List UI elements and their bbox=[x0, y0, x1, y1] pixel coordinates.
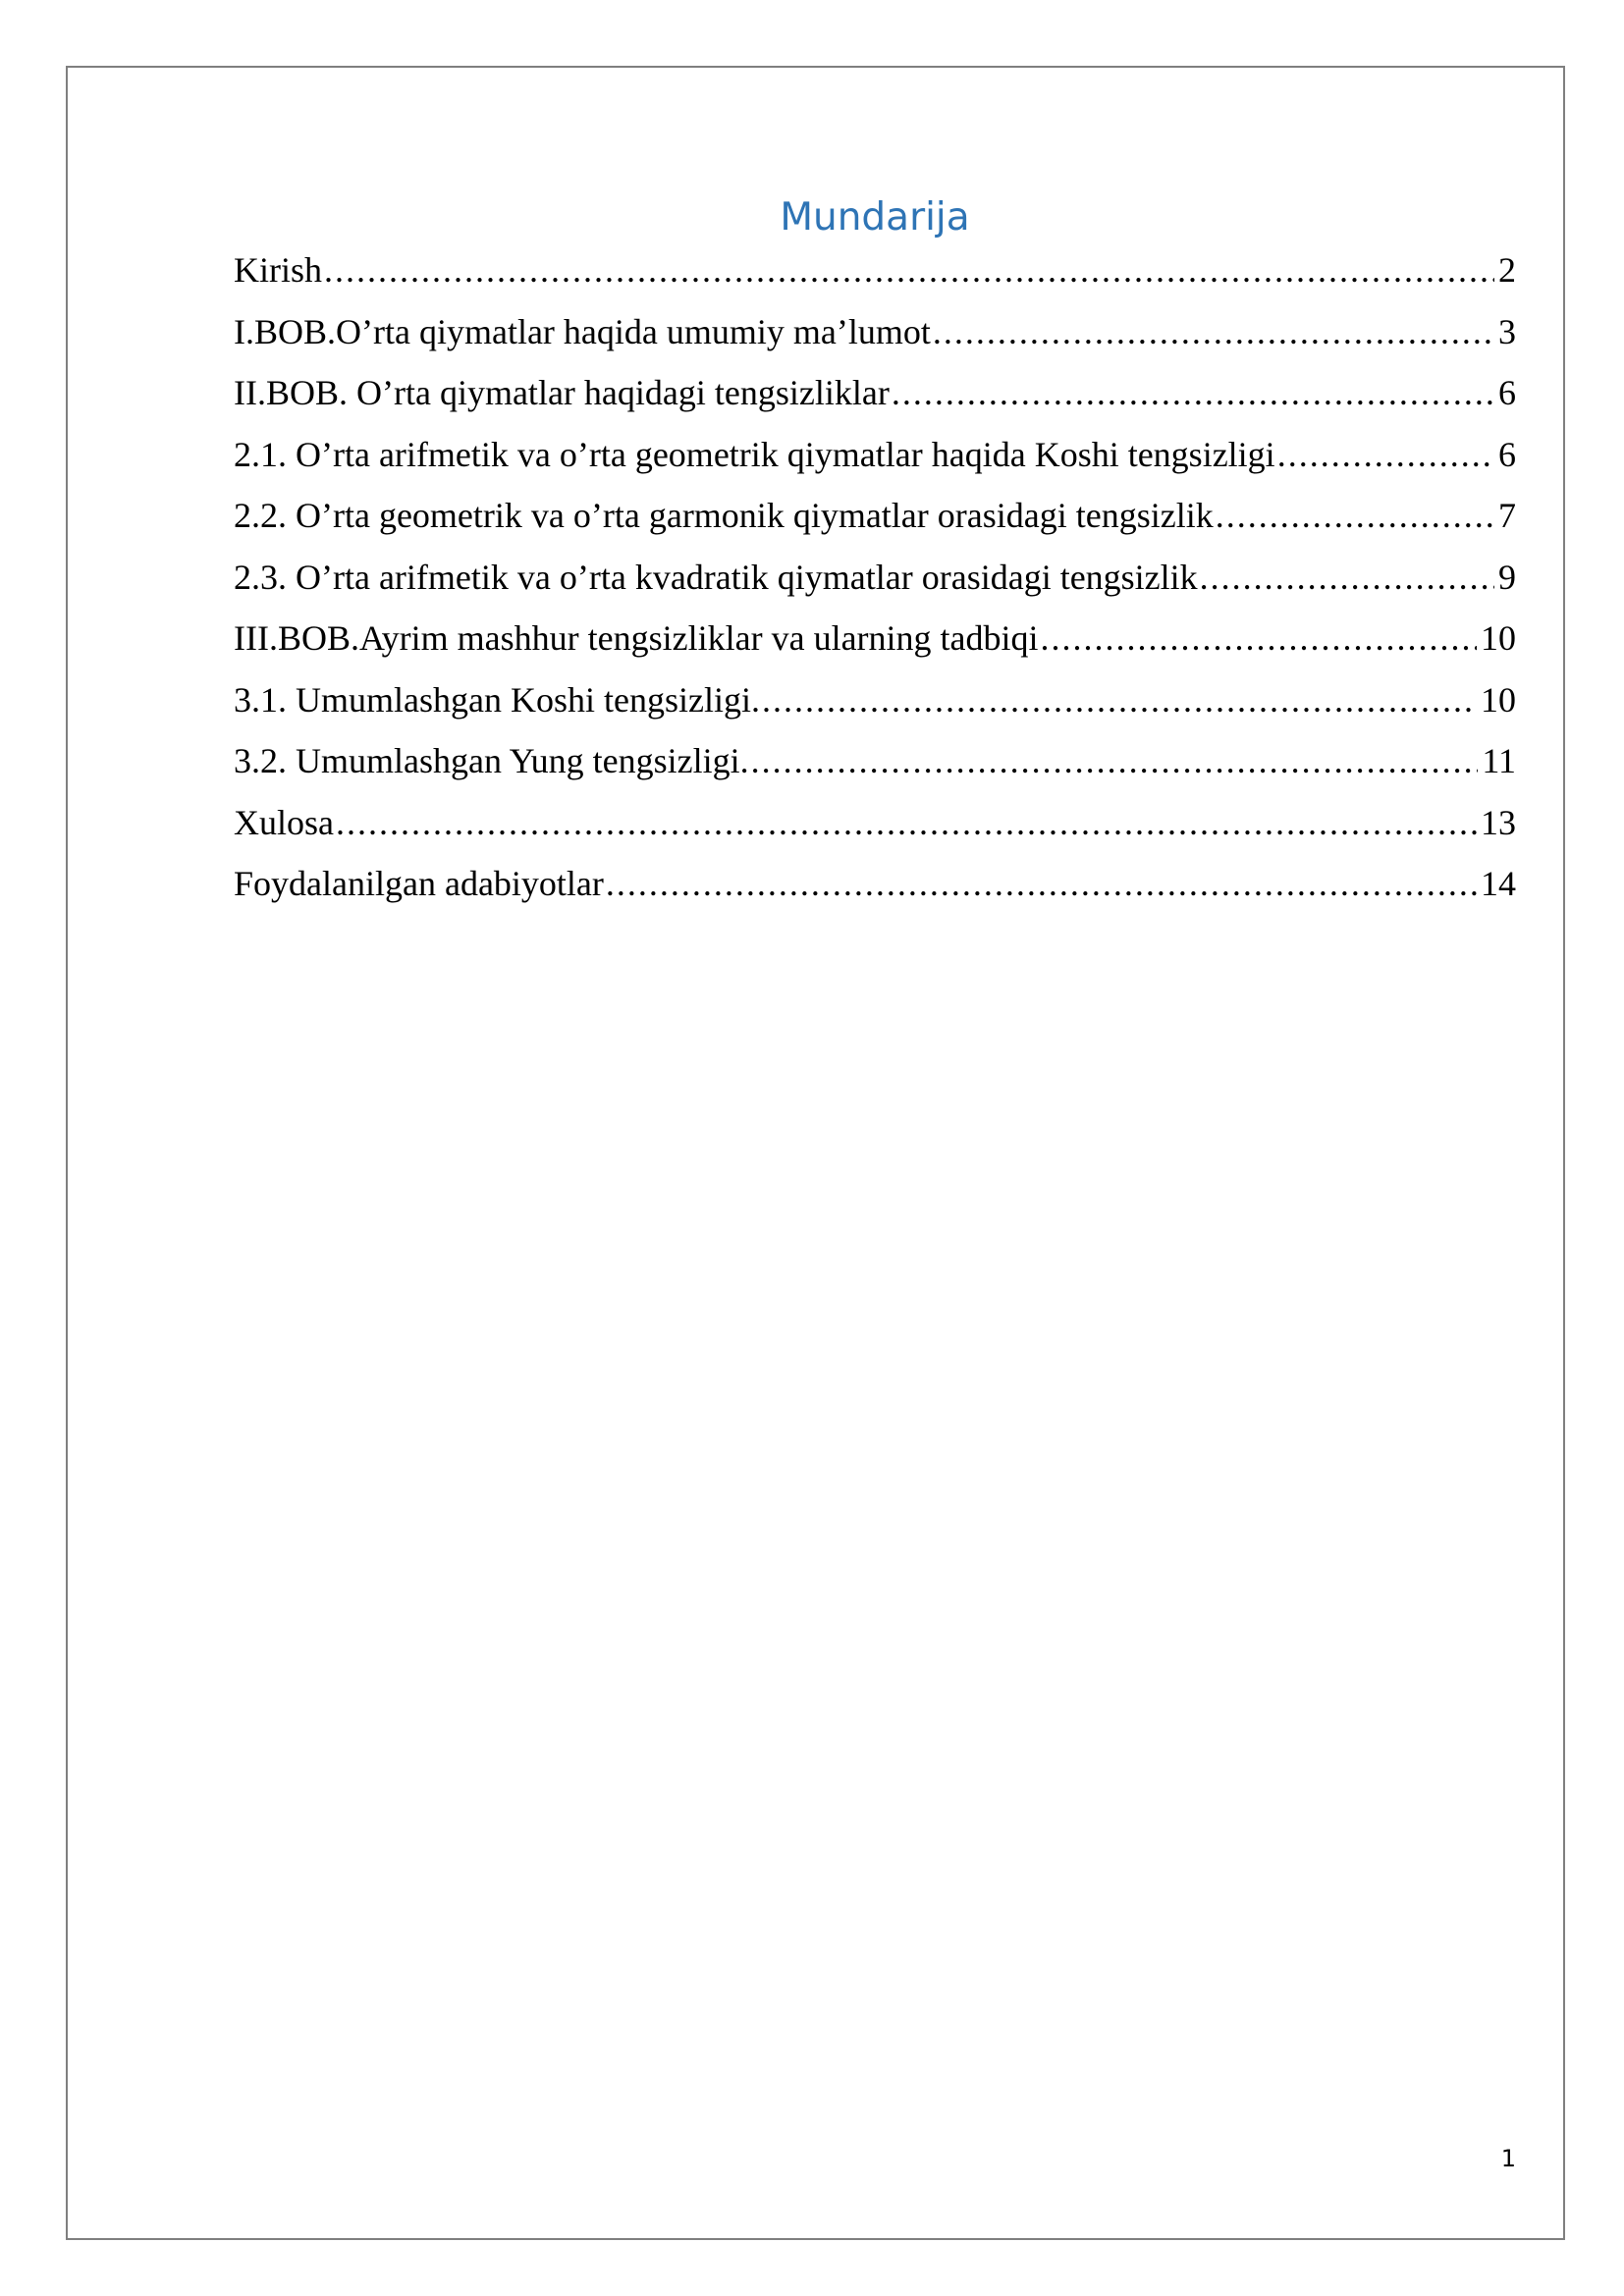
toc-entry[interactable] bbox=[234, 679, 1516, 741]
toc-dot-leader bbox=[1200, 557, 1494, 598]
toc-entry-page: 6 bbox=[1498, 434, 1516, 474]
table-of-contents bbox=[234, 187, 1516, 925]
toc-dot-leader bbox=[336, 802, 1477, 843]
toc-dot-leader bbox=[1277, 434, 1494, 475]
toc-entry[interactable] bbox=[234, 372, 1516, 434]
toc-entry[interactable] bbox=[234, 557, 1516, 618]
toc-dot-leader bbox=[1216, 495, 1494, 536]
toc-entry-label: II.BOB. O’rta qiymatlar haqidagi tengsizliklar bbox=[234, 373, 890, 412]
toc-entry-label: 2.2. O’rta geometrik va o’rta garmonik qiymatlar orasidagi tengsizlik bbox=[234, 496, 1214, 535]
toc-entry-page: 14 bbox=[1481, 864, 1516, 903]
toc-entry-page: 7 bbox=[1498, 496, 1516, 535]
toc-entry-label: I.BOB.O’rta qiymatlar haqida umumiy ma’lumot bbox=[234, 311, 931, 351]
toc-entry-label: 3.2. Umumlashgan Yung tengsizligi. bbox=[234, 741, 749, 780]
toc-dot-leader bbox=[892, 372, 1494, 413]
toc-entry-label: Kirish bbox=[234, 250, 322, 290]
toc-dot-leader bbox=[762, 679, 1477, 721]
toc-dot-leader bbox=[1041, 617, 1477, 659]
toc-entry-page: 6 bbox=[1498, 373, 1516, 412]
toc-dot-leader bbox=[933, 311, 1494, 352]
toc-entry-page: 13 bbox=[1481, 802, 1516, 842]
toc-entry[interactable] bbox=[234, 802, 1516, 864]
toc-dot-leader bbox=[324, 249, 1494, 291]
toc-entry[interactable] bbox=[234, 863, 1516, 925]
toc-entry-page: 10 bbox=[1481, 679, 1516, 720]
toc-entry-page: 10 bbox=[1481, 618, 1516, 658]
toc-dot-leader bbox=[606, 863, 1477, 904]
toc-dot-leader bbox=[751, 740, 1479, 781]
toc-entry-label: 2.3. O’rta arifmetik va o’rta kvadratik qiymatlar orasidagi tengsizlik bbox=[234, 557, 1198, 597]
toc-entry-label: Foydalanilgan adabiyotlar bbox=[234, 864, 604, 903]
toc-entry-page: 11 bbox=[1482, 741, 1516, 780]
toc-entry-page: 2 bbox=[1498, 250, 1516, 290]
toc-entry[interactable] bbox=[234, 249, 1516, 311]
toc-list bbox=[234, 249, 1516, 925]
toc-entry-label: 2.1. O’rta arifmetik va o’rta geometrik qiymatlar haqida Koshi tengsizligi bbox=[234, 434, 1275, 474]
toc-entry[interactable] bbox=[234, 740, 1516, 802]
toc-entry[interactable] bbox=[234, 495, 1516, 557]
toc-entry-label: III.BOB.Ayrim mashhur tengsizliklar va ularning tadbiqi bbox=[234, 618, 1039, 658]
toc-entry[interactable] bbox=[234, 617, 1516, 679]
toc-entry[interactable] bbox=[234, 434, 1516, 496]
toc-entry-page: 9 bbox=[1498, 557, 1516, 597]
toc-entry-page: 3 bbox=[1498, 311, 1516, 351]
page-number: 1 bbox=[1500, 2145, 1516, 2172]
toc-entry-label: 3.1. Umumlashgan Koshi tengsizligi. bbox=[234, 679, 760, 720]
toc-title: Mundarija bbox=[780, 195, 970, 240]
toc-entry[interactable] bbox=[234, 311, 1516, 373]
toc-entry-label: Xulosa bbox=[234, 802, 334, 842]
